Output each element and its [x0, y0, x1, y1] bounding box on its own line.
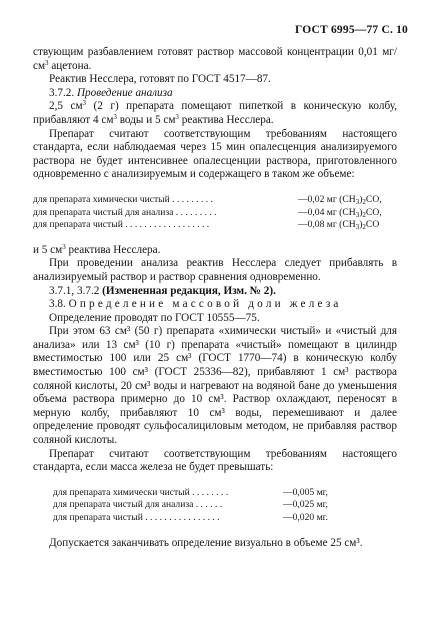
section-title: Проведение анализа [76, 86, 173, 99]
document-body [33, 46, 397, 550]
limit-row [53, 499, 397, 512]
text: (2 г) препарата помещают пипеткой в коническую колбу, прибавляют 4 см [33, 100, 397, 126]
subscript: 2 [362, 210, 366, 219]
limit-value [298, 219, 397, 232]
text: ) [359, 193, 363, 205]
text: реактива Несслера. [178, 113, 274, 126]
text: CO, [365, 193, 382, 205]
limit-row [33, 207, 397, 220]
paragraph-visual: Допускается заканчивать определение визуально в объеме 25 см³. [49, 536, 363, 549]
section-3-8-heading [33, 298, 397, 312]
limit-value [298, 207, 397, 220]
limit-row [53, 512, 397, 525]
iron-limits-list [53, 487, 397, 525]
page-header: ГОСТ 6995—77 С. 10 [295, 24, 408, 36]
superscript: 3 [82, 99, 87, 108]
subscript: 2 [362, 223, 366, 232]
text: реактива Несслера. [65, 243, 161, 256]
text: ) [359, 206, 363, 218]
paragraph-iron-procedure: При этом 63 см³ (50 г) препарата «химически чистый» и «чистый для анализа» или 13 см³ (10 г) препарата «чистый» помещают в цилиндр вместимостью 100 или 25 см³ (ГОСТ 1770—74) в коническую колбу вместимостью 100 см³ (ГОСТ 25336—82), прибавляют 1 см³ раствора соляной кислоты, 20 см³ воды и нагревают на водяной бане до уменьшения объема раствора примерно до 10 см³. Раствор охлаждают, переносят в мерную колбу, прибавляют 10 см³ воды, перемешивают и далее определение проводят сульфосалициловым методом, не прибавляя раствор соляной кислоты. [33, 325, 397, 447]
text: и 5 см [33, 243, 63, 256]
section-title: Определение массовой доли железа [68, 298, 342, 311]
superscript: 3 [113, 112, 117, 121]
paragraph-text: ацетона. [48, 59, 92, 72]
limit-row [53, 487, 397, 500]
superscript: 3 [175, 112, 179, 121]
acetone-limits-list [33, 194, 397, 232]
paragraph-requirement: Препарат считают соответствующим требованиям настоящего стандарта, если наблюдаемая через 15 мин опалесценция анализируемого раствора не будет интенсивнее опалесценции раствора, приготовленного одновременно с анализируемым и содержащего в таком же объеме: [33, 127, 397, 181]
limit-label: для препарата чистый для анализа . . . . . . [53, 499, 223, 511]
subscript: 3 [355, 223, 360, 232]
superscript: 3 [62, 242, 66, 251]
text: CO [365, 219, 380, 231]
amendment-note [33, 285, 397, 299]
text: —0,02 мг (CH [298, 193, 356, 205]
paragraph-1 [33, 46, 397, 73]
limit-value: —0,020 мг. [283, 512, 328, 523]
limit-label: для препарата чистый . . . . . . . . . . . . . . . . . . [33, 219, 210, 231]
limit-label: для препарата химически чистый . . . . . . . . . [33, 193, 213, 205]
paragraph-simultaneous: При проведении анализа реактив Несслера следует прибавлять в анализируемый раствор и раствор сравнения одновременно. [33, 257, 397, 283]
text: —0,04 мг (CH [298, 206, 356, 218]
amendment-text: (Измененная редакция, Изм. № 2). [102, 284, 276, 297]
limit-label: для препарата химически чистый . . . . . . . . [53, 486, 229, 498]
section-3-7-2-heading [33, 87, 397, 101]
limit-label: для препарата чистый . . . . . . . . . . . . . . . . [53, 512, 220, 523]
text: —0,08 мг (CH [298, 219, 356, 231]
paragraph-iron-requirement: Препарат считают соответствующим требованиям настоящего стандарта, если масса железа не будет превышать: [33, 447, 397, 474]
section-number: 3.7.2. [49, 86, 77, 99]
subscript: 3 [355, 197, 360, 206]
limit-label: для препарата чистый для анализа . . . . . . . . . [33, 206, 217, 218]
limit-row [33, 194, 397, 207]
paragraph-reagent: Реактив Несслера, готовят по ГОСТ 4517—87. [49, 73, 271, 86]
paragraph-nessler [33, 244, 397, 258]
superscript: 3 [45, 58, 49, 67]
subscript: 3 [355, 210, 360, 219]
text: 2,5 см [49, 100, 83, 113]
limit-value [298, 194, 397, 207]
paragraph-method: Определение проводят по ГОСТ 10555—75. [49, 311, 260, 324]
section-number: 3.8. [49, 298, 69, 311]
text: воды и 5 см [116, 113, 176, 126]
subscript: 2 [362, 197, 366, 206]
text: 3.7.1, 3.7.2 [49, 284, 103, 297]
paragraph-text: ствующим разбавлением готовят раствор массовой концентрации 0,01 мг/см [33, 46, 397, 72]
text: ) [359, 219, 363, 231]
limit-row [33, 219, 397, 232]
paragraph-procedure [33, 100, 397, 127]
text: CO, [365, 206, 382, 218]
limit-value: —0,025 мг, [283, 499, 328, 511]
limit-value: —0,005 мг, [283, 486, 328, 498]
